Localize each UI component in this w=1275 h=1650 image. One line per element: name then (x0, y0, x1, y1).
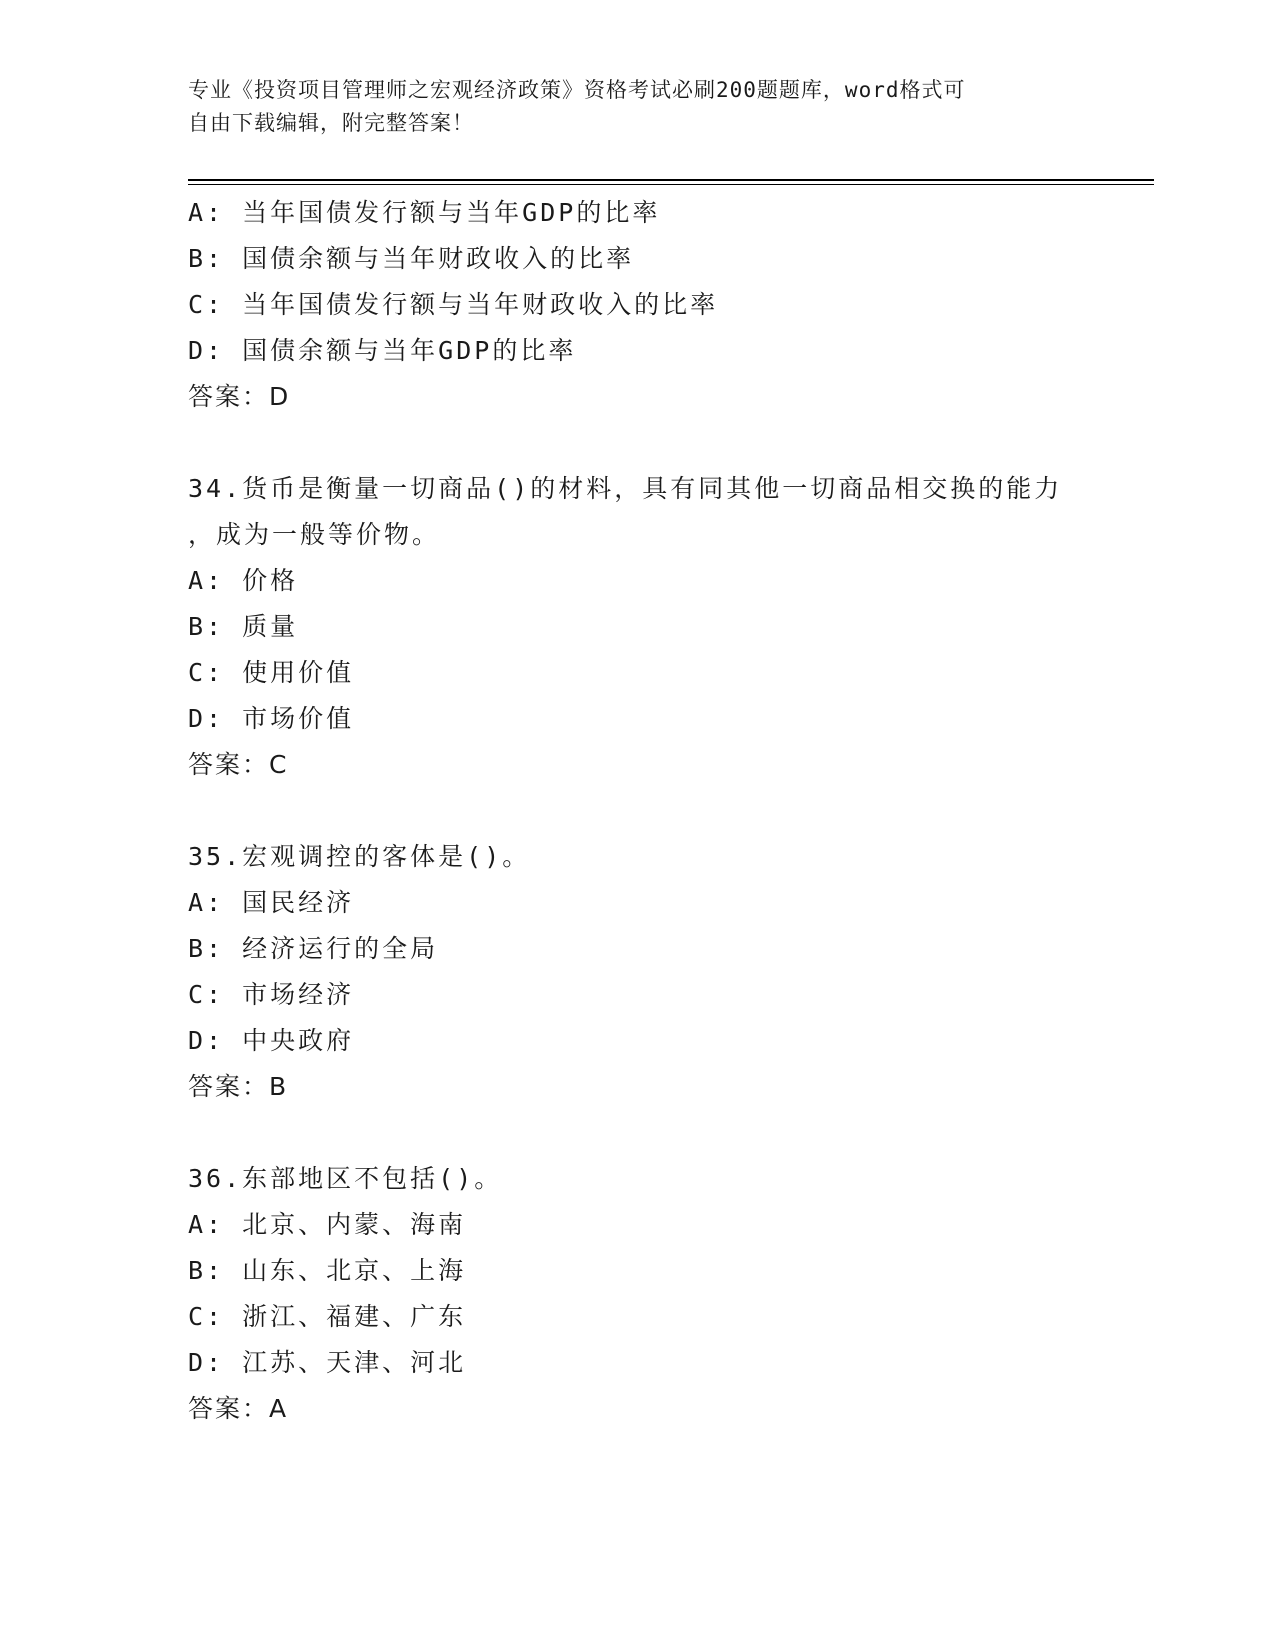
option-label: A: (188, 1210, 225, 1239)
header-line-1: 专业《投资项目管理师之宏观经济政策》资格考试必刷200题题库，word格式可 (188, 78, 966, 102)
option-text: 山东、北京、上海 (242, 1256, 467, 1285)
header-line-2: 自由下载编辑，附完整答案！ (188, 111, 474, 135)
question-block (188, 788, 1088, 1110)
question-list (188, 190, 1088, 1432)
answer-option (188, 1202, 1088, 1248)
option-text: 当年国债发行额与当年GDP的比率 (242, 198, 661, 227)
answer-option (188, 926, 1088, 972)
option-label: D: (188, 1026, 225, 1055)
option-label: A: (188, 566, 225, 595)
option-text: 国债余额与当年财政收入的比率 (242, 244, 635, 273)
answer-option (188, 1248, 1088, 1294)
answer-option (188, 328, 1088, 374)
answer-option (188, 282, 1088, 328)
question-block (188, 420, 1088, 788)
option-text: 中央政府 (242, 1026, 355, 1055)
header-rule-thin (188, 184, 1154, 185)
option-label: A: (188, 198, 225, 227)
option-text: 北京、内蒙、海南 (242, 1210, 467, 1239)
option-label: D: (188, 1348, 225, 1377)
question-spacer (188, 420, 1088, 466)
option-text: 价格 (242, 566, 299, 595)
option-text: 当年国债发行额与当年财政收入的比率 (242, 290, 719, 319)
option-text: 浙江、福建、广东 (242, 1302, 467, 1331)
answer-key: 答案：D (188, 382, 291, 411)
option-label: B: (188, 934, 225, 963)
answer-option (188, 190, 1088, 236)
option-text: 国债余额与当年GDP的比率 (242, 336, 577, 365)
option-text: 经济运行的全局 (242, 934, 439, 963)
answer-option (188, 1340, 1088, 1386)
document-header (188, 74, 1088, 140)
option-label: D: (188, 336, 225, 365)
question-stem: 34.货币是衡量一切商品()的材料，具有同其他一切商品相交换的能力 (188, 474, 1063, 503)
option-label: D: (188, 704, 225, 733)
answer-key: 答案：C (188, 750, 289, 779)
answer-option (188, 880, 1088, 926)
header-rule-thick (188, 179, 1154, 181)
option-label: B: (188, 612, 225, 641)
question-stem: 36.东部地区不包括()。 (188, 1164, 503, 1193)
answer-key: 答案：B (188, 1072, 289, 1101)
answer-key: 答案：A (188, 1394, 289, 1423)
option-text: 国民经济 (242, 888, 355, 917)
answer-option (188, 696, 1088, 742)
question-stem: 35.宏观调控的客体是()。 (188, 842, 531, 871)
answer-option (188, 604, 1088, 650)
option-label: C: (188, 658, 225, 687)
question-block (188, 1110, 1088, 1432)
answer-option (188, 650, 1088, 696)
option-label: B: (188, 1256, 225, 1285)
option-label: C: (188, 1302, 225, 1331)
question-spacer (188, 1110, 1088, 1156)
answer-option (188, 972, 1088, 1018)
question-spacer (188, 788, 1088, 834)
answer-option (188, 1294, 1088, 1340)
option-text: 市场价值 (242, 704, 355, 733)
question-stem: ，成为一般等价物。 (188, 520, 441, 549)
answer-option (188, 236, 1088, 282)
option-label: C: (188, 980, 225, 1009)
option-label: B: (188, 244, 225, 273)
option-text: 质量 (242, 612, 299, 641)
question-block (188, 190, 1088, 420)
option-label: C: (188, 290, 225, 319)
answer-option (188, 1018, 1088, 1064)
option-text: 使用价值 (242, 658, 355, 687)
option-text: 江苏、天津、河北 (242, 1348, 467, 1377)
answer-option (188, 558, 1088, 604)
option-text: 市场经济 (242, 980, 355, 1009)
option-label: A: (188, 888, 225, 917)
